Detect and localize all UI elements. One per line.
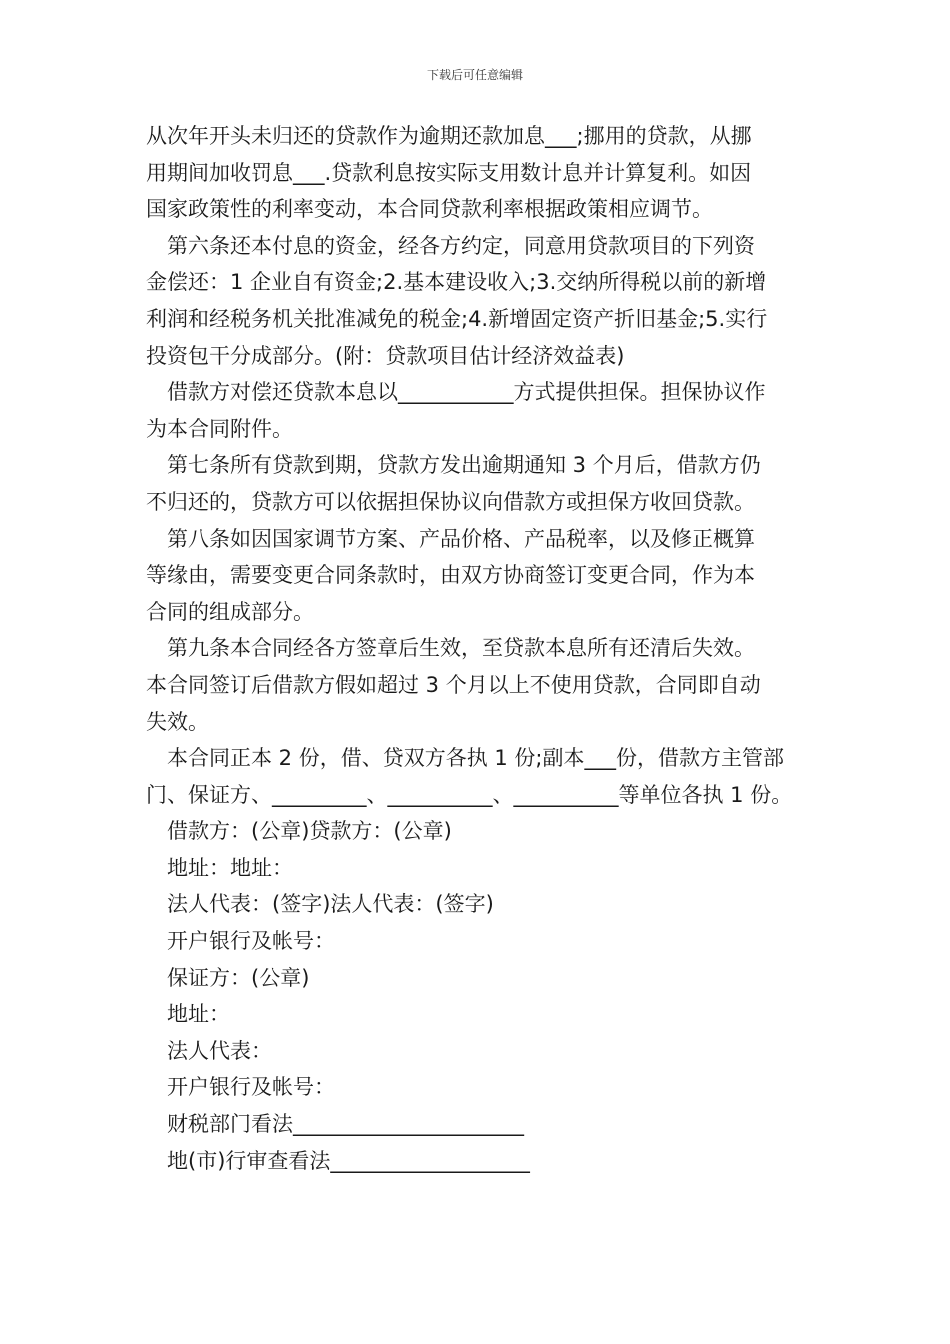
- page-header: 下载后可任意编辑: [426, 68, 523, 82]
- text-line: 门、保证方、_________、__________、__________等单位各执 1 份。: [146, 782, 793, 807]
- text-line: 第八条如因国家调节方案、产品价格、产品税率，以及修正概算: [167, 526, 755, 551]
- text-line: 国家政策性的利率变动，本合同贷款利率根据政策相应调节。: [146, 197, 713, 222]
- text-line: 地址：地址：: [167, 855, 293, 880]
- text-line: 第七条所有贷款到期，贷款方发出逾期通知 3 个月后，借款方仍: [167, 453, 761, 478]
- text-line: 从次年开头未归还的贷款作为逾期还款加息___;挪用的贷款，从挪: [146, 124, 752, 148]
- text-line: 等缘由，需要变更合同条款时，由双方协商签订变更合同，作为本: [146, 563, 755, 588]
- text-line: 第九条本合同经各方签章后生效，至贷款本息所有还清后失效。: [167, 636, 755, 661]
- text-line: 合同的组成部分。: [146, 599, 314, 624]
- text-line: 借款方对偿还贷款本息以___________方式提供担保。担保协议作: [167, 380, 766, 405]
- text-line: 利润和经税务机关批准减免的税金;4.新增固定资产折旧基金;5.实行: [146, 306, 768, 331]
- text-line: 为本合同附件。: [146, 416, 293, 441]
- text-line: 开户银行及帐号：: [167, 1075, 335, 1100]
- document-body: [146, 118, 811, 1179]
- text-line: 地(市)行审查看法___________________: [167, 1148, 530, 1173]
- text-line: 失效。: [146, 709, 209, 734]
- text-line: 法人代表：: [167, 1038, 272, 1063]
- text-line: 保证方：(公章): [167, 965, 310, 990]
- text-line: 法人代表：(签字)法人代表：(签字): [167, 892, 494, 917]
- text-line: 财税部门看法______________________: [167, 1112, 524, 1137]
- text-line: 金偿还：1 企业自有资金;2.基本建设收入;3.交纳所得税以前的新增: [146, 270, 767, 295]
- text-line: 本合同签订后借款方假如超过 3 个月以上不使用贷款，合同即自动: [146, 672, 761, 697]
- text-line: 开户银行及帐号：: [167, 929, 335, 954]
- text-line: 本合同正本 2 份，借、贷双方各执 1 份;副本___份，借款方主管部: [167, 746, 784, 771]
- text-line: 用期间加收罚息___.贷款利息按实际支用数计息并计算复利。如因: [146, 160, 752, 185]
- text-line: 地址：: [167, 1002, 230, 1027]
- text-line: 不归还的，贷款方可以依据担保协议向借款方或担保方收回贷款。: [146, 489, 755, 514]
- text-line: 借款方：(公章)贷款方：(公章): [167, 819, 452, 844]
- text-line: 投资包干分成部分。(附：贷款项目估计经济效益表): [146, 343, 625, 368]
- text-line: 第六条还本付息的资金，经各方约定，同意用贷款项目的下列资: [167, 233, 755, 258]
